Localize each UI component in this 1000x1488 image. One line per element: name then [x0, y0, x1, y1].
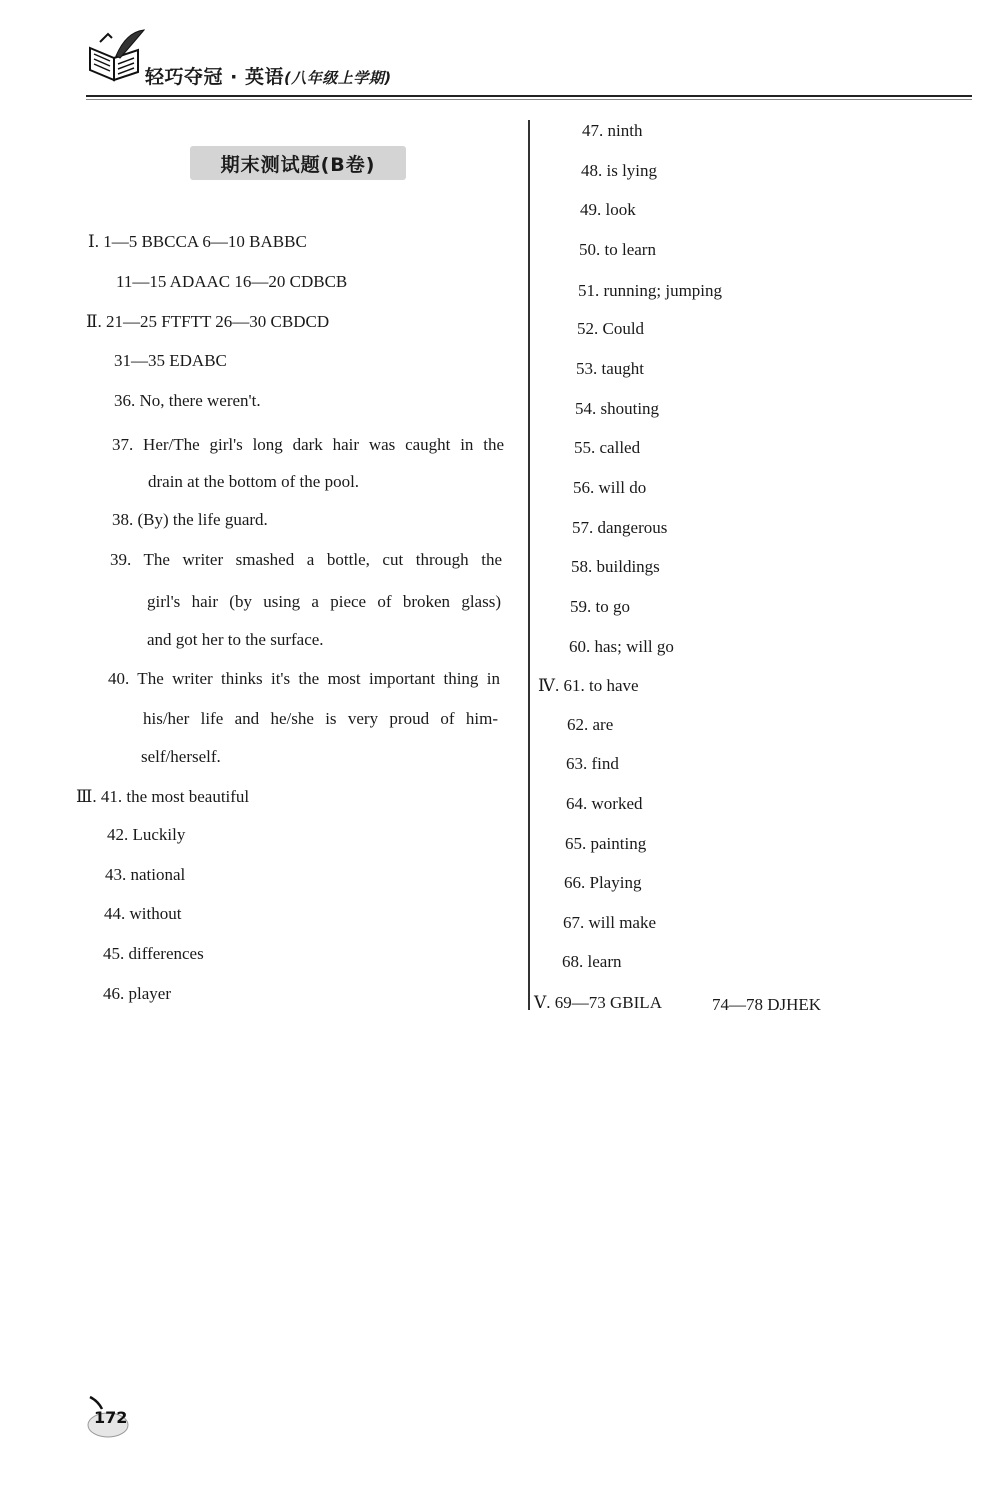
answer-line: 48. is lying [581, 161, 658, 180]
answer-line: 68. learn [562, 952, 622, 971]
answer-line: 50. to learn [579, 240, 656, 259]
answer-line: 56. will do [573, 478, 647, 497]
answer-line: drain at the bottom of the pool. [148, 472, 360, 491]
book-title-main: 轻巧夺冠 · 英语 [145, 66, 284, 88]
answer-line: 36. No, there weren't. [114, 391, 261, 410]
answer-line: 67. will make [563, 913, 657, 932]
header-rule-thin [86, 99, 972, 100]
answer-line: his/her life and he/she is very proud of him- [143, 709, 498, 728]
answer-line: 45. differences [103, 944, 204, 963]
answer-line: 59. to go [570, 597, 630, 616]
answer-line: Ⅳ. 61. to have [538, 676, 639, 695]
answer-line: 11—15 ADAAC 16—20 CDBCB [116, 272, 348, 291]
answer-line: 40. The writer thinks it's the most important thing in [108, 669, 500, 688]
answer-line: 46. player [103, 984, 171, 1003]
answer-line: Ⅲ. 41. the most beautiful [76, 787, 250, 806]
page-number: 172 [94, 1408, 128, 1427]
header-rule [86, 95, 972, 97]
book-title-grade: (八年级上学期) [283, 69, 392, 87]
column-divider [528, 120, 530, 1010]
answer-line: girl's hair (by using a piece of broken glass) [147, 592, 501, 611]
answer-line: 64. worked [566, 794, 643, 813]
page-header [0, 0, 1000, 110]
answer-line: and got her to the surface. [147, 630, 324, 649]
answer-line: 62. are [567, 715, 614, 734]
answer-line: 55. called [574, 438, 641, 457]
answer-line: 39. The writer smashed a bottle, cut through the [110, 550, 502, 569]
answer-line: 49. look [580, 200, 636, 219]
answer-line: 44. without [104, 904, 182, 923]
answer-line: 43. national [105, 865, 186, 884]
answer-line: 37. Her/The girl's long dark hair was caught in the [112, 435, 504, 454]
answer-line: 66. Playing [564, 873, 642, 892]
answer-line: Ⅴ. 69—73 GBILA [534, 993, 662, 1012]
answer-line: Ⅱ. 21—25 FTFTT 26—30 CBDCD [86, 312, 330, 331]
answer-line: 60. has; will go [569, 637, 674, 656]
answer-line: Ⅰ. 1—5 BBCCA 6—10 BABBC [88, 232, 307, 251]
answer-line: 47. ninth [582, 121, 643, 140]
book-quill-logo-icon [86, 28, 146, 84]
section-title: 期末测试题(B卷) [190, 146, 406, 180]
answer-line: 57. dangerous [572, 518, 668, 537]
answer-line: self/herself. [141, 747, 221, 766]
answer-line: 74—78 DJHEK [712, 995, 822, 1014]
answer-line: 51. running; jumping [578, 281, 723, 300]
answer-line: 42. Luckily [107, 825, 186, 844]
book-title [145, 62, 392, 89]
answer-line: 63. find [566, 754, 619, 773]
answer-line: 31—35 EDABC [114, 351, 227, 370]
answer-line: 58. buildings [571, 557, 660, 576]
answer-line: 54. shouting [575, 399, 660, 418]
answer-line: 53. taught [576, 359, 644, 378]
answer-line: 52. Could [577, 319, 645, 338]
answer-line: 38. (By) the life guard. [112, 510, 268, 529]
answer-line: 65. painting [565, 834, 647, 853]
